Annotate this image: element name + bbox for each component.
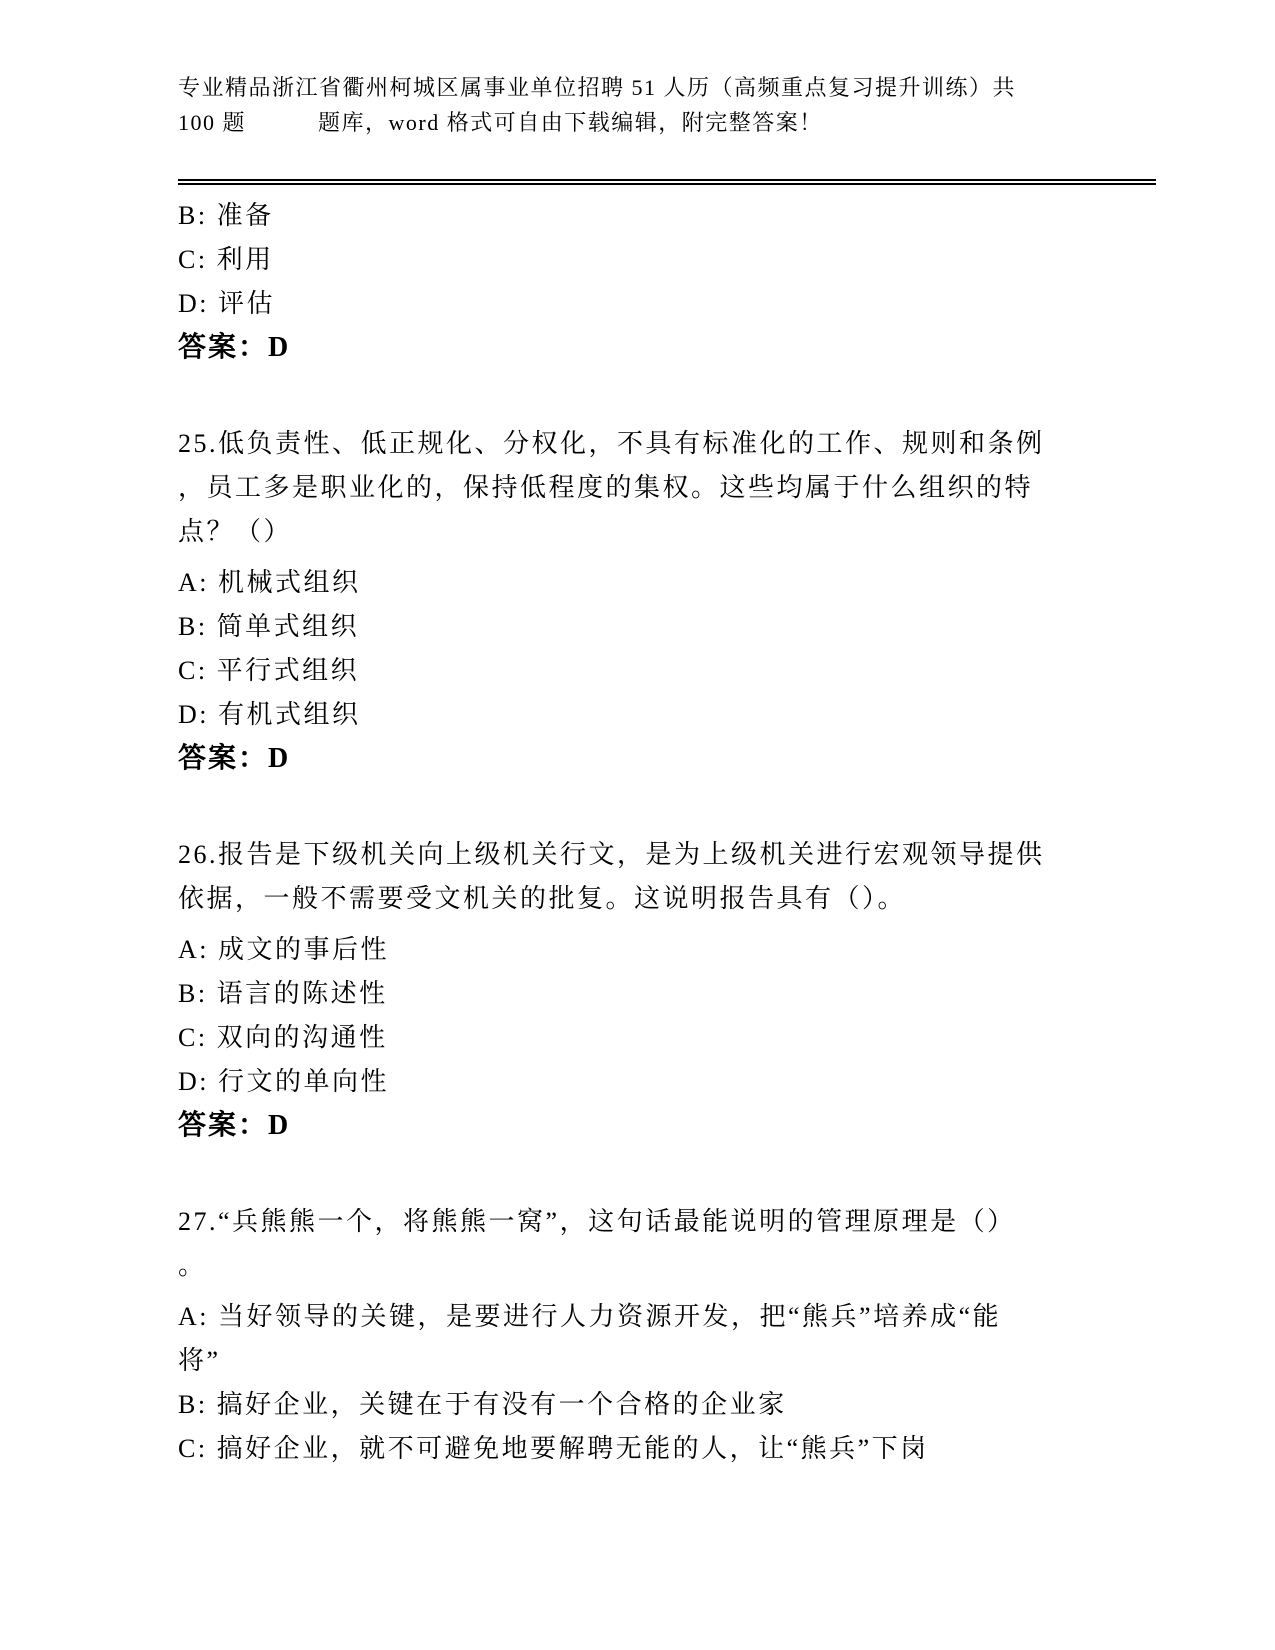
question-24-tail <box>178 194 1178 370</box>
stem-line: 27.“兵熊熊一个，将熊熊一窝”，这句话最能说明的管理原理是（） <box>178 1207 1016 1236</box>
option-line: D: 行文的单向性 <box>178 1067 390 1096</box>
answer-line: 答案：D <box>178 743 291 774</box>
option-line: C: 利用 <box>178 245 274 274</box>
question-25 <box>178 422 1178 781</box>
option-line: A: 机械式组织 <box>178 568 361 597</box>
option-line-wrap: 将” <box>178 1346 221 1375</box>
header-line-1: 专业精品浙江省衢州柯城区属事业单位招聘 51 人历（高频重点复习提升训练）共 <box>178 75 1017 100</box>
option-line: A: 成文的事后性 <box>178 935 390 964</box>
header-line-2-left: 100 题 <box>178 110 247 135</box>
answer-line: 答案：D <box>178 1110 291 1141</box>
question-25-stem <box>178 422 1178 554</box>
stem-line: 。 <box>178 1251 207 1280</box>
option-line: B: 准备 <box>178 201 274 230</box>
option-line: B: 搞好企业，关键在于有没有一个合格的企业家 <box>178 1390 787 1419</box>
stem-line: 点？（） <box>178 517 293 546</box>
question-27-options <box>178 1295 1178 1471</box>
answer-line: 答案：D <box>178 332 291 363</box>
page-header <box>178 70 1178 140</box>
option-line: C: 搞好企业，就不可避免地要解聘无能的人，让“熊兵”下岗 <box>178 1434 929 1463</box>
option-line: C: 双向的沟通性 <box>178 1023 388 1052</box>
option-line: D: 评估 <box>178 289 276 318</box>
question-27 <box>178 1200 1178 1471</box>
option-line: B: 简单式组织 <box>178 612 360 641</box>
question-26 <box>178 833 1178 1148</box>
header-divider-double-line <box>178 179 1156 185</box>
option-line: C: 平行式组织 <box>178 656 360 685</box>
header-line-2 <box>178 105 1178 140</box>
header-line-2-right: 题库，word 格式可自由下载编辑，附完整答案！ <box>318 110 823 135</box>
stem-line: ，员工多是职业化的，保持低程度的集权。这些均属于什么组织的特 <box>178 473 1034 502</box>
document-body <box>178 70 1178 1471</box>
option-line: D: 有机式组织 <box>178 700 361 729</box>
question-26-stem <box>178 833 1178 921</box>
stem-line: 26.报告是下级机关向上级机关行文，是为上级机关进行宏观领导提供 <box>178 840 1045 869</box>
stem-line: 25.低负责性、低正规化、分权化，不具有标准化的工作、规则和条例 <box>178 429 1045 458</box>
question-27-stem <box>178 1200 1178 1288</box>
question-25-options <box>178 561 1178 737</box>
option-line: B: 语言的陈述性 <box>178 979 388 1008</box>
option-line: A: 当好领导的关键，是要进行人力资源开发，把“熊兵”培养成“能 <box>178 1302 1002 1331</box>
question-26-options <box>178 928 1178 1104</box>
stem-line: 依据，一般不需要受文机关的批复。这说明报告具有（）。 <box>178 884 907 913</box>
